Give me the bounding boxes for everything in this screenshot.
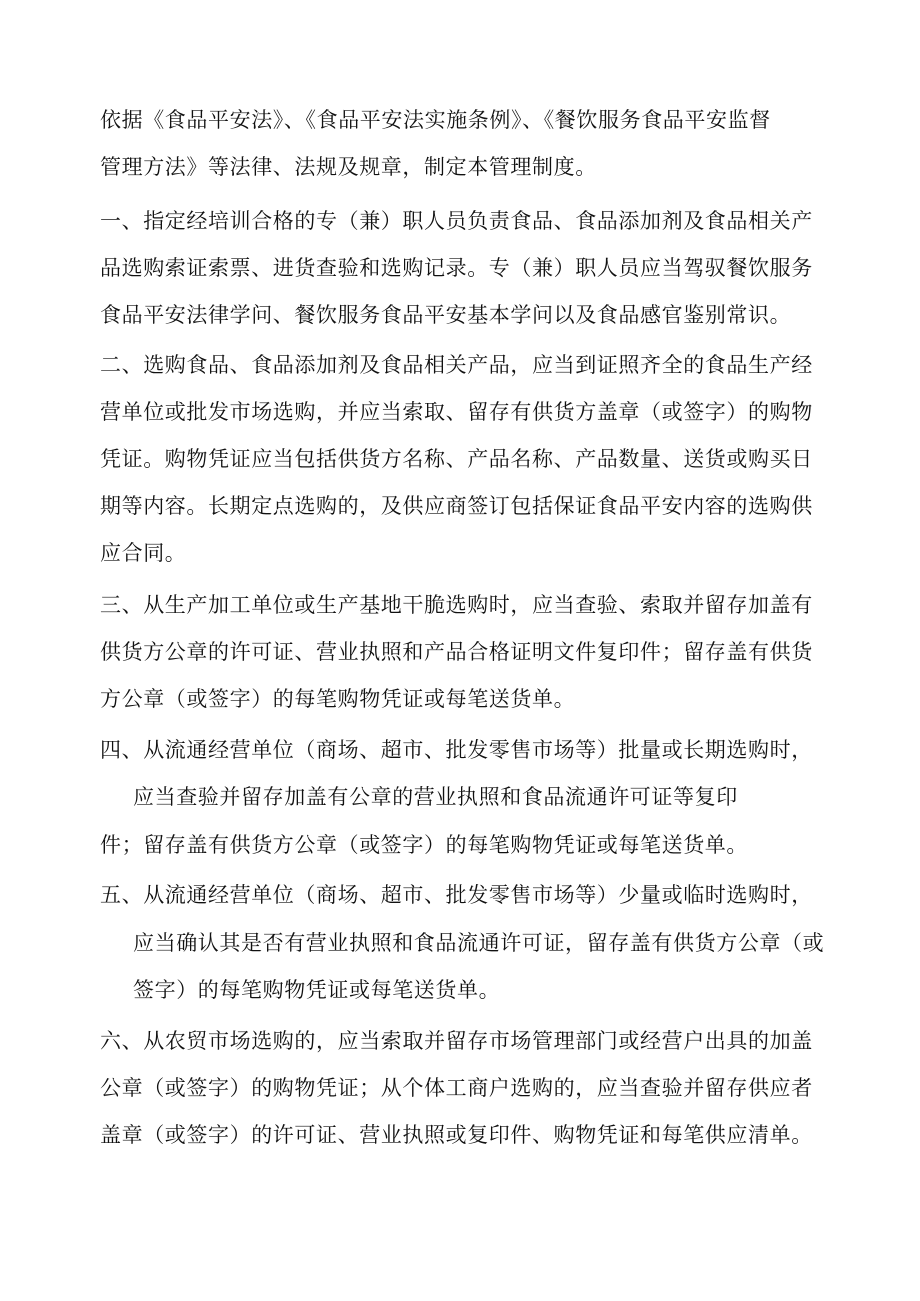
text-line: 盖章（或签字）的许可证、营业执照或复印件、购物凭证和每笔供应清单。 [100, 1123, 813, 1147]
text-line: 五、从流通经营单位（商场、超市、批发零售市场等）少量或临时选购时， [100, 883, 813, 907]
text-line: 供货方公章的许可证、营业执照和产品合格证明文件复印件；留存盖有供货 [100, 640, 813, 664]
text-line: 食品平安法律学问、餐饮服务食品平安基本学问以及食品感官鉴别常识。 [100, 303, 792, 327]
text-line: 应当查验并留存加盖有公章的营业执照和食品流通许可证等复印 [133, 785, 738, 809]
text-line: 一、指定经培训合格的专（兼）职人员负责食品、食品添加剂及食品相关产 [100, 209, 813, 233]
text-line: 营单位或批发市场选购，并应当索取、留存有供货方盖章（或签字）的购物 [100, 400, 813, 424]
text-line: 依据《食品平安法》、《食品平安法实施条例》、《餐饮服务食品平安监督 [100, 108, 771, 132]
text-line: 管理方法》等法律、法规及规章，制定本管理制度。 [100, 155, 597, 179]
text-line: 三、从生产加工单位或生产基地干脆选购时，应当查验、索取并留存加盖有 [100, 593, 813, 617]
text-line: 应合同。 [100, 541, 187, 565]
text-line: 方公章（或签字）的每笔购物凭证或每笔送货单。 [100, 687, 576, 711]
text-line: 六、从农贸市场选购的，应当索取并留存市场管理部门或经营户出具的加盖 [100, 1029, 813, 1053]
text-line: 期等内容。长期定点选购的，及供应商签订包括保证食品平安内容的选购供 [100, 494, 813, 518]
text-line: 公章（或签字）的购物凭证；从个体工商户选购的，应当查验并留存供应者 [100, 1076, 813, 1100]
text-line: 四、从流通经营单位（商场、超市、批发零售市场等）批量或长期选购时， [100, 738, 813, 762]
text-line: 品选购索证索票、进货查验和选购记录。专（兼）职人员应当驾驭餐饮服务 [100, 256, 813, 280]
text-line: 签字）的每笔购物凭证或每笔送货单。 [133, 978, 501, 1002]
text-line: 凭证。购物凭证应当包括供货方名称、产品名称、产品数量、送货或购买日 [100, 447, 813, 471]
text-line: 应当确认其是否有营业执照和食品流通许可证，留存盖有供货方公章（或 [133, 931, 825, 955]
text-line: 二、选购食品、食品添加剂及食品相关产品，应当到证照齐全的食品生产经 [100, 353, 813, 377]
text-line: 件；留存盖有供货方公章（或签字）的每笔购物凭证或每笔送货单。 [100, 833, 748, 857]
